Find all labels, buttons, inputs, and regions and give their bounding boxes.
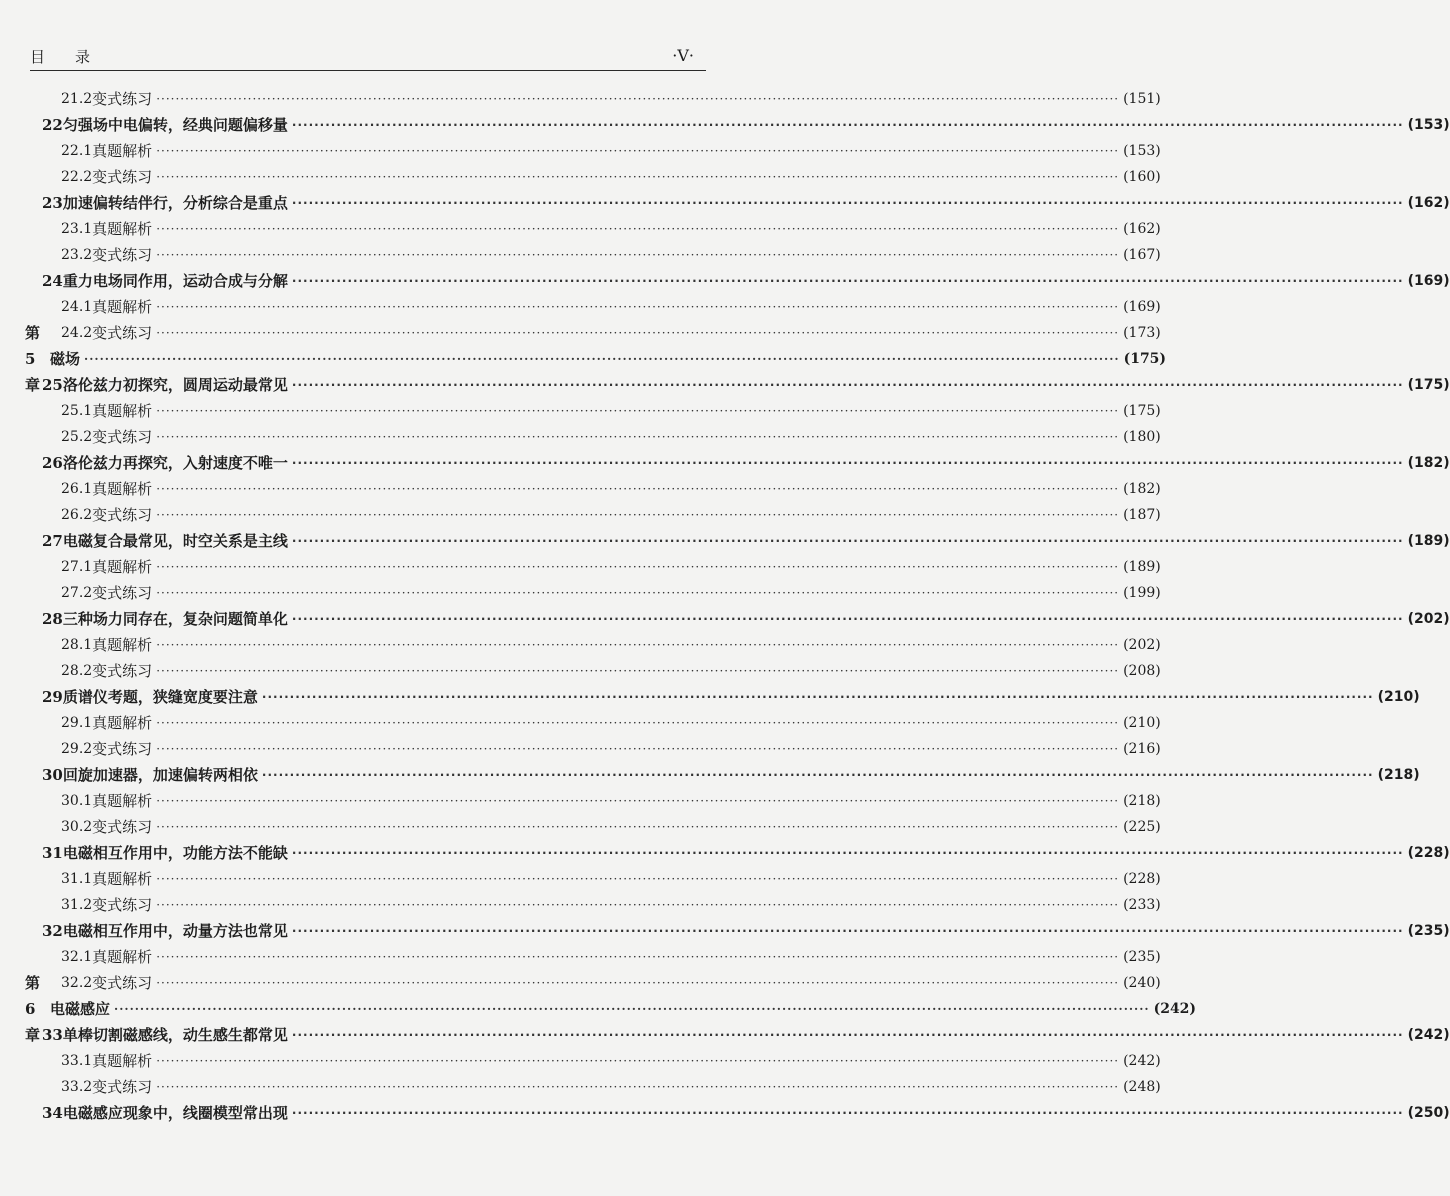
toc-entry-number: 23	[42, 194, 63, 212]
dot-leader: ········································································································································································································	[291, 196, 1404, 210]
toc-entry-title: 变式练习	[92, 584, 153, 602]
toc-entry-number: 32.1	[61, 949, 93, 965]
dot-leader: ········································································································································································································	[156, 872, 1120, 886]
dot-leader: ········································································································································································································	[156, 1080, 1120, 1094]
dot-leader: ········································································································································································································	[291, 846, 1404, 860]
toc-entry-title: 电磁相互作用中，功能方法不能缺	[62, 844, 288, 862]
toc-entry-title: 加速偏转结伴行，分析综合是重点	[62, 194, 288, 212]
toc-entry-title: 变式练习	[92, 1078, 153, 1096]
toc-entry-page: (167)	[1123, 247, 1161, 263]
toc-entry-section[interactable]	[42, 372, 1450, 398]
toc-entry-page: (199)	[1123, 585, 1161, 601]
toc-entry-sub[interactable]	[61, 944, 1161, 970]
toc-entry-page: (218)	[1123, 793, 1161, 809]
dot-leader: ········································································································································································································	[291, 118, 1404, 132]
toc-entry-number: 24	[42, 272, 63, 290]
toc-entry-section[interactable]	[42, 684, 1420, 710]
toc-entry-section[interactable]	[42, 1022, 1450, 1048]
toc-entry-number: 29.2	[61, 741, 93, 757]
toc-entry-sub[interactable]	[61, 814, 1161, 840]
page-header	[30, 44, 706, 71]
toc-entry-number: 30.2	[61, 819, 93, 835]
toc-entry-sub[interactable]	[61, 658, 1161, 684]
dot-leader: ········································································································································································································	[261, 768, 1374, 782]
toc-entry-page: (187)	[1123, 507, 1161, 523]
toc-entry-title: 变式练习	[92, 168, 153, 186]
toc-entry-sub[interactable]	[61, 164, 1161, 190]
toc-entry-page: (169)	[1123, 299, 1161, 315]
toc-entry-number: 26.1	[61, 481, 93, 497]
dot-leader: ········································································································································································································	[156, 794, 1120, 808]
toc-entry-number: 34	[42, 1104, 63, 1122]
toc-entry-title: 重力电场同作用，运动合成与分解	[62, 272, 288, 290]
toc-entry-number: 22.1	[61, 143, 93, 159]
dot-leader: ········································································································································································································	[156, 976, 1120, 990]
toc-entry-sub[interactable]	[61, 216, 1161, 242]
toc-entry-number: 27.1	[61, 559, 93, 575]
toc-entry-page: (242)	[1407, 1027, 1450, 1043]
dot-leader: ········································································································································································································	[156, 716, 1120, 730]
toc-entry-page: (175)	[1123, 403, 1161, 419]
toc-entry-page: (235)	[1123, 949, 1161, 965]
toc-entry-title: 变式练习	[92, 428, 153, 446]
dot-leader: ········································································································································································································	[156, 898, 1120, 912]
toc-entry-page: (182)	[1407, 455, 1450, 471]
toc-entry-title: 变式练习	[92, 506, 153, 524]
dot-leader: ········································································································································································································	[156, 482, 1120, 496]
dot-leader: ········································································································································································································	[156, 404, 1120, 418]
toc-entry-sub[interactable]	[61, 138, 1161, 164]
toc-entry-title: 真题解析	[92, 558, 153, 576]
dot-leader: ········································································································································································································	[156, 144, 1120, 158]
toc-entry-title: 真题解析	[92, 792, 153, 810]
toc-entry-title: 电磁复合最常见，时空关系是主线	[62, 532, 288, 550]
toc-entry-page: (233)	[1123, 897, 1161, 913]
toc-entry-title: 真题解析	[92, 298, 153, 316]
toc-entry-sub[interactable]	[61, 970, 1161, 996]
toc-entry-number: 22.2	[61, 169, 93, 185]
toc-entry-page: (180)	[1123, 429, 1161, 445]
toc-entry-number: 31.2	[61, 897, 93, 913]
dot-leader: ········································································································································································································	[156, 638, 1120, 652]
dot-leader: ········································································································································································································	[156, 170, 1120, 184]
dot-leader: ········································································································································································································	[156, 950, 1120, 964]
toc-entry-page: (175)	[1123, 351, 1167, 367]
toc-entry-page: (151)	[1123, 91, 1161, 107]
toc-entry-number: 30	[42, 766, 63, 784]
toc-entry-number: 33.1	[61, 1053, 93, 1069]
toc-entry-number: 26	[42, 454, 63, 472]
toc-entry-sub[interactable]	[61, 476, 1161, 502]
toc-entry-page: (160)	[1123, 169, 1161, 185]
dot-leader: ········································································································································································································	[261, 690, 1374, 704]
toc-entry-number: 27	[42, 532, 63, 550]
toc-entry-page: (173)	[1123, 325, 1161, 341]
toc-entry-number: 31	[42, 844, 63, 862]
dot-leader: ········································································································································································································	[291, 1028, 1404, 1042]
toc-entry-title: 变式练习	[92, 324, 153, 342]
toc-entry-page: (162)	[1407, 195, 1450, 211]
toc-entry-sub[interactable]	[61, 424, 1161, 450]
toc-entry-page: (202)	[1123, 637, 1161, 653]
toc-entry-title: 真题解析	[92, 1052, 153, 1070]
toc-entry-number: 23.2	[61, 247, 93, 263]
toc-entry-number: 24.2	[61, 325, 93, 341]
dot-leader: ········································································································································································································	[156, 586, 1120, 600]
toc-entry-section[interactable]	[42, 606, 1450, 632]
toc-entry-title: 变式练习	[92, 818, 153, 836]
toc-entry-page: (153)	[1407, 117, 1450, 133]
toc-entry-title: 真题解析	[92, 220, 153, 238]
toc-entry-page: (216)	[1123, 741, 1161, 757]
header-title-char-2: 录	[75, 48, 91, 66]
toc-entry-title: 洛伦兹力再探究，入射速度不唯一	[62, 454, 288, 472]
toc-entry-title: 电磁感应	[50, 1000, 111, 1018]
toc-entry-title: 匀强场中电偏转，经典问题偏移量	[62, 116, 288, 134]
toc-entry-section[interactable]	[42, 190, 1450, 216]
toc-entry-page: (208)	[1123, 663, 1161, 679]
page-number-roman: ·V·	[672, 46, 694, 65]
dot-leader: ········································································································································································································	[291, 1106, 1404, 1120]
toc-entry-title: 变式练习	[92, 740, 153, 758]
toc-entry-number: 32.2	[61, 975, 93, 991]
toc-entry-page: (210)	[1123, 715, 1161, 731]
toc-entry-sub[interactable]	[61, 1074, 1161, 1100]
toc-entry-number: 第5章	[25, 324, 41, 394]
toc-entry-page: (210)	[1377, 689, 1420, 705]
toc-entry-sub[interactable]	[61, 788, 1161, 814]
toc-entry-section[interactable]	[42, 1100, 1450, 1126]
toc-entry-sub[interactable]	[61, 1048, 1161, 1074]
toc-entry-sub[interactable]	[61, 710, 1161, 736]
toc-entry-section[interactable]	[42, 268, 1450, 294]
toc-entry-number: 22	[42, 116, 63, 134]
toc-entry-page: (218)	[1377, 767, 1420, 783]
header-title-char-1: 目	[30, 48, 46, 66]
toc-entry-page: (182)	[1123, 481, 1161, 497]
toc-entry-page: (242)	[1153, 1001, 1197, 1017]
toc-entry-number: 21.2	[61, 91, 93, 107]
toc-entry-page: (202)	[1407, 611, 1450, 627]
toc-entry-page: (235)	[1407, 923, 1450, 939]
toc-entry-sub[interactable]	[61, 294, 1161, 320]
toc-entry-page: (228)	[1123, 871, 1161, 887]
toc-entry-sub[interactable]	[61, 736, 1161, 762]
toc-entry-number: 29	[42, 688, 63, 706]
toc-entry-number: 28	[42, 610, 63, 628]
toc-entry-section[interactable]	[42, 762, 1420, 788]
toc-entry-title: 真题解析	[92, 714, 153, 732]
toc-entry-page: (153)	[1123, 143, 1161, 159]
toc-entry-number: 23.1	[61, 221, 93, 237]
dot-leader: ········································································································································································································	[156, 820, 1120, 834]
toc-entry-number: 29.1	[61, 715, 93, 731]
toc-entry-sub[interactable]	[61, 866, 1161, 892]
toc-entry-number: 25.2	[61, 429, 93, 445]
toc-entry-number: 27.2	[61, 585, 93, 601]
toc-entry-page: (162)	[1123, 221, 1161, 237]
dot-leader: ········································································································································································································	[156, 1054, 1120, 1068]
toc-entry-number: 26.2	[61, 507, 93, 523]
toc-entry-title: 三种场力同存在，复杂问题简单化	[62, 610, 288, 628]
dot-leader: ········································································································································································································	[156, 742, 1120, 756]
toc-entry-page: (228)	[1407, 845, 1450, 861]
dot-leader: ········································································································································································································	[84, 352, 1120, 366]
dot-leader: ········································································································································································································	[156, 326, 1120, 340]
dot-leader: ········································································································································································································	[291, 924, 1404, 938]
toc-entry-title: 真题解析	[92, 636, 153, 654]
toc-entry-page: (189)	[1407, 533, 1450, 549]
toc-entry-page: (225)	[1123, 819, 1161, 835]
toc-entry-section[interactable]	[42, 918, 1450, 944]
toc-entry-title: 单棒切割磁感线，动生感生都常见	[62, 1026, 288, 1044]
toc-entry-number: 25.1	[61, 403, 93, 419]
toc-entry-title: 洛伦兹力初探究，圆周运动最常见	[62, 376, 288, 394]
toc-entry-number: 28.2	[61, 663, 93, 679]
toc-entry-title: 质谱仪考题，狭缝宽度要注意	[62, 688, 258, 706]
toc-entry-number: 24.1	[61, 299, 93, 315]
toc-entry-number: 28.1	[61, 637, 93, 653]
toc-entry-number: 33.2	[61, 1079, 93, 1095]
toc-entry-title: 变式练习	[92, 662, 153, 680]
toc-entry-page: (242)	[1123, 1053, 1161, 1069]
dot-leader: ········································································································································································································	[156, 664, 1120, 678]
toc-entry-sub[interactable]	[61, 242, 1161, 268]
dot-leader: ········································································································································································································	[291, 612, 1404, 626]
toc-entry-title: 变式练习	[92, 90, 153, 108]
toc-entry-sub[interactable]	[61, 398, 1161, 424]
dot-leader: ········································································································································································································	[156, 560, 1120, 574]
toc-entry-title: 电磁感应现象中，线圈模型常出现	[62, 1104, 288, 1122]
toc-entry-page: (169)	[1407, 273, 1450, 289]
toc-entry-page: (189)	[1123, 559, 1161, 575]
toc-entry-title: 变式练习	[92, 974, 153, 992]
toc-entry-title: 真题解析	[92, 480, 153, 498]
toc-entry-sub[interactable]	[61, 554, 1161, 580]
toc-entry-title: 真题解析	[92, 870, 153, 888]
dot-leader: ········································································································································································································	[156, 92, 1120, 106]
toc-entry-sub[interactable]	[61, 632, 1161, 658]
toc-entry-title: 回旋加速器，加速偏转两相依	[62, 766, 258, 784]
toc-entry-title: 磁场	[50, 350, 81, 368]
toc-entry-title: 真题解析	[92, 142, 153, 160]
header-title	[30, 46, 90, 67]
toc-entry-number: 32	[42, 922, 63, 940]
toc-entry-section[interactable]	[42, 112, 1450, 138]
toc-entry-number: 第6章	[25, 974, 41, 1044]
toc-entry-sub[interactable]	[61, 502, 1161, 528]
dot-leader: ········································································································································································································	[114, 1002, 1150, 1016]
toc-entry-section[interactable]	[42, 840, 1450, 866]
dot-leader: ········································································································································································································	[291, 456, 1404, 470]
toc-entry-sub[interactable]	[61, 892, 1161, 918]
toc-entry-title: 电磁相互作用中，动量方法也常见	[62, 922, 288, 940]
toc-entry-section[interactable]	[42, 450, 1450, 476]
toc-entry-title: 变式练习	[92, 246, 153, 264]
dot-leader: ········································································································································································································	[156, 508, 1120, 522]
toc-entry-title: 变式练习	[92, 896, 153, 914]
toc-entry-sub[interactable]	[61, 580, 1161, 606]
toc-entry-number: 33	[42, 1026, 63, 1044]
toc-entry-number: 25	[42, 376, 63, 394]
toc-entry-page: (250)	[1407, 1105, 1450, 1121]
dot-leader: ········································································································································································································	[291, 378, 1404, 392]
dot-leader: ········································································································································································································	[291, 534, 1404, 548]
toc-entry-sub[interactable]	[61, 320, 1161, 346]
dot-leader: ········································································································································································································	[156, 300, 1120, 314]
toc-entry-page: (175)	[1407, 377, 1450, 393]
toc-entry-sub[interactable]	[61, 86, 1161, 112]
toc-entry-page: (240)	[1123, 975, 1161, 991]
toc-entry-section[interactable]	[42, 528, 1450, 554]
toc-entry-number: 30.1	[61, 793, 93, 809]
dot-leader: ········································································································································································································	[156, 430, 1120, 444]
toc-entry-number: 31.1	[61, 871, 93, 887]
dot-leader: ········································································································································································································	[291, 274, 1404, 288]
toc-entry-title: 真题解析	[92, 948, 153, 966]
dot-leader: ········································································································································································································	[156, 248, 1120, 262]
toc-entry-page: (248)	[1123, 1079, 1161, 1095]
dot-leader: ········································································································································································································	[156, 222, 1120, 236]
toc-entry-title: 真题解析	[92, 402, 153, 420]
